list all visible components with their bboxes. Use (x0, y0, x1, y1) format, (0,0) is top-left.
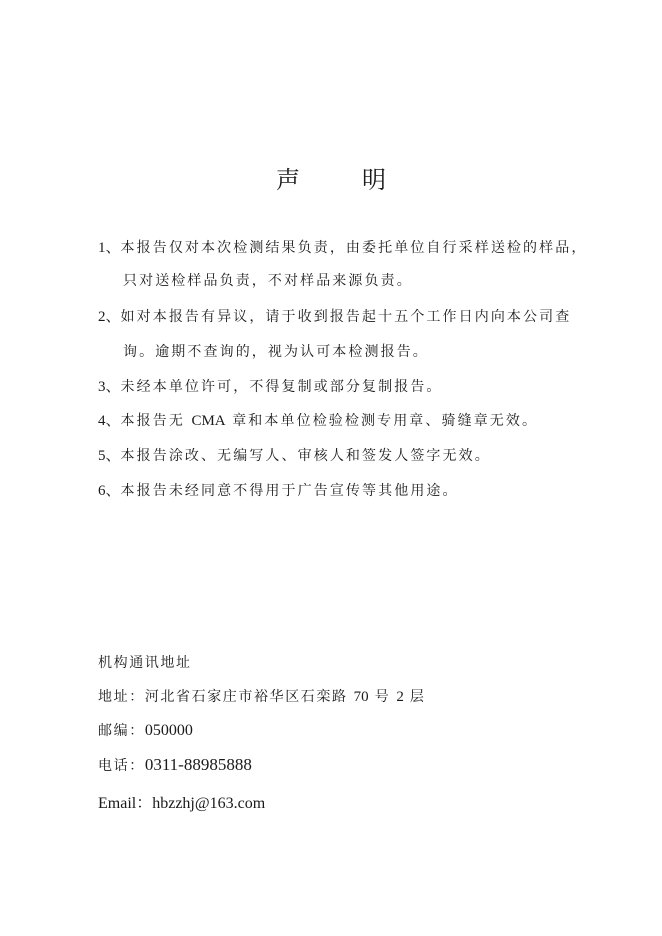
clause-2-continued: 询。逾期不查询的，视为认可本检测报告。 (123, 344, 429, 360)
address-text: 河北省石家庄市裕华区石栾路 (144, 689, 354, 705)
clause-text: 未经本单位许可，不得复制或部分复制报告。 (120, 379, 443, 395)
phone-value: 0311-88985888 (144, 755, 252, 774)
title-char-2: 明 (362, 166, 386, 194)
clause-text-pre: 本报告无 (120, 413, 192, 429)
clause-text: 如对本报告有异议，请于收到报告起十五个工作日内向本公司查 (120, 309, 572, 325)
clause-number: 3、 (98, 379, 121, 395)
email-value[interactable]: hbzzhj@163.com (152, 795, 266, 812)
phone-label: 电话： (98, 758, 145, 774)
contact-address: 地址：河北省石家庄市裕华区石栾路 70 号 2 层 (98, 689, 426, 705)
clause-5 (98, 444, 578, 465)
clause-text: 本报告仅对本次检测结果负责，由委托单位自行采样送检的样品， (120, 240, 588, 256)
page-title (0, 160, 662, 195)
clause-text: 本报告未经同意不得用于广告宣传等其他用途。 (120, 483, 459, 499)
clause-6 (98, 479, 578, 500)
postcode-value: 050000 (144, 722, 193, 739)
contact-heading: 机构通讯地址 (98, 655, 192, 671)
clause-number: 4、 (98, 413, 121, 429)
clause-1-continued: 只对送检样品负责，不对样品来源负责。 (123, 273, 413, 289)
address-label: 地址： (98, 689, 145, 705)
clause-number: 1、 (98, 240, 121, 256)
clause-text: 本报告涂改、无编写人、审核人和签发人签字无效。 (120, 448, 491, 464)
clause-2 (98, 305, 578, 326)
clause-text-post: 章和本单位检验检测专用章、骑缝章无效。 (225, 413, 539, 429)
clause-1 (98, 236, 588, 257)
clause-number: 2、 (98, 309, 121, 325)
clause-number: 5、 (98, 448, 121, 464)
postcode-label: 邮编： (98, 723, 145, 739)
title-char-1: 声 (276, 166, 300, 194)
clause-4 (98, 409, 578, 430)
clause-number: 6、 (98, 483, 121, 499)
contact-postcode (98, 720, 193, 740)
clause-3 (98, 375, 578, 396)
email-label: Email： (98, 795, 153, 812)
cma-label: CMA (191, 413, 226, 429)
contact-phone (98, 755, 252, 775)
contact-email (98, 790, 265, 813)
